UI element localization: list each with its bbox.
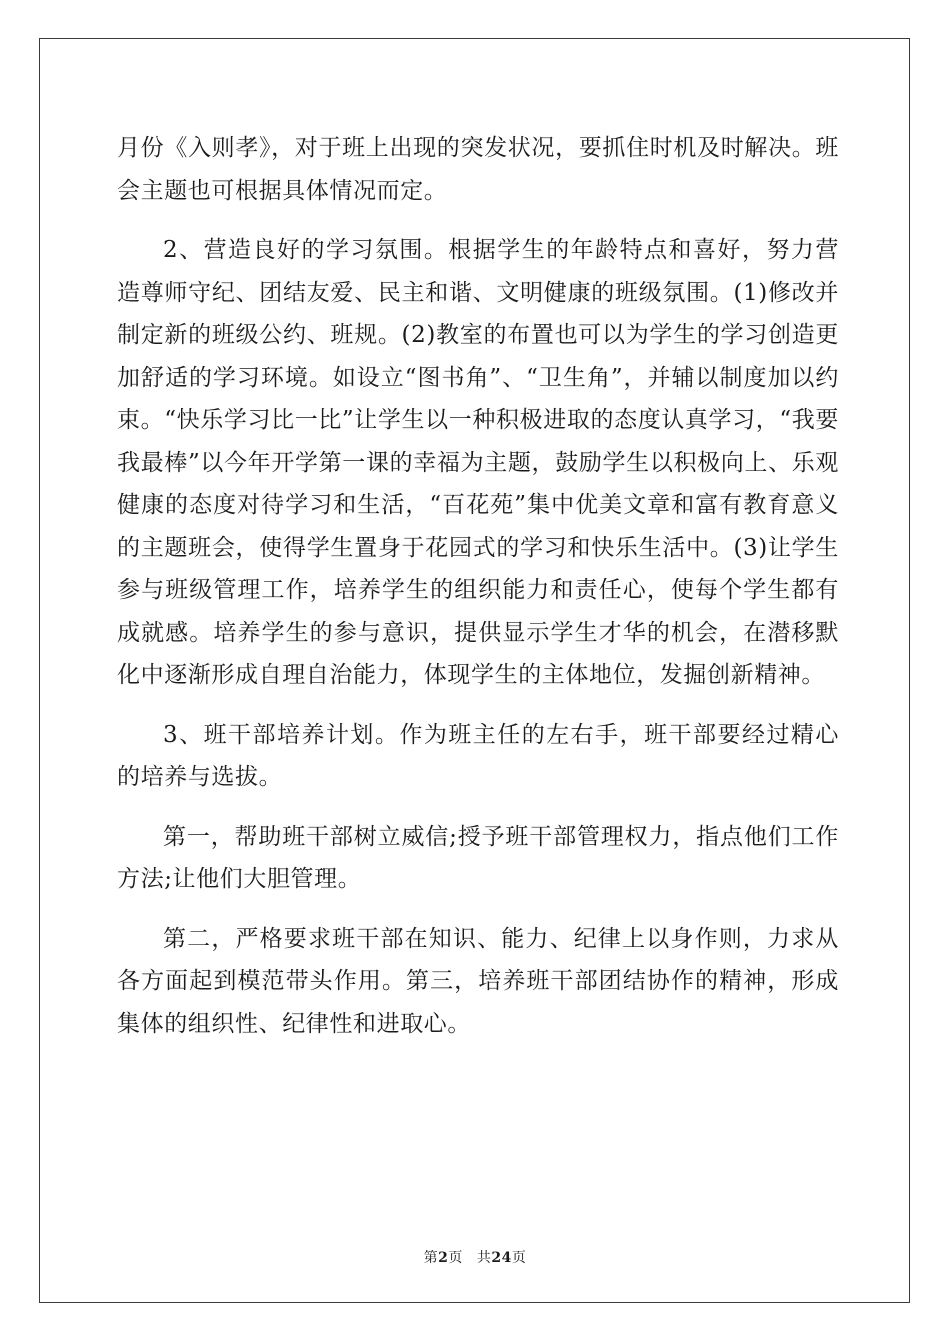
paragraph-class-cadre-plan: 3、班干部培养计划。作为班主任的左右手，班干部要经过精心的培养与选拔。	[117, 721, 839, 790]
total-prefix: 共	[476, 1250, 492, 1266]
paragraph-first-point: 第一，帮助班干部树立威信;授予班干部管理权力，指点他们工作方法;让他们大胆管理。	[117, 823, 839, 892]
page-prefix: 第	[423, 1250, 439, 1266]
total-suffix: 页	[511, 1250, 527, 1266]
paragraph-second-third-points: 第二，严格要求班干部在知识、能力、纪律上以身作则，力求从各方面起到模范带头作用。第三，培养班干部团结协作的精神，形成集体的组织性、纪律性和进取心。	[117, 925, 839, 1037]
page-suffix: 页	[448, 1250, 463, 1266]
document-body	[117, 127, 839, 1045]
page-footer	[0, 1247, 950, 1267]
total-page-count: 24	[491, 1250, 512, 1266]
current-page-number: 2	[438, 1250, 449, 1266]
paragraph-continuation: 月份《入则孝》，对于班上出现的突发状况，要抓住时机及时解决。班会主题也可根据具体情况而定。	[117, 135, 839, 204]
paragraph-learning-atmosphere: 2、营造良好的学习氛围。根据学生的年龄特点和喜好，努力营造尊师守纪、团结友爱、民主和谐、文明健康的班级氛围。(1)修改并制定新的班级公约、班规。(2)教室的布置也可以为学生的学习创造更加舒适的学习环境。如设立“图书角”、“卫生角”，并辅以制度加以约束。“快乐学习比一比”让学生以一种积极进取的态度认真学习，“我要我最棒”以今年开学第一课的幸福为主题，鼓励学生以积极向上、乐观健康的态度对待学习和生活，“百花苑”集中优美文章和富有教育意义的主题班会，使得学生置身于花园式的学习和快乐生活中。(3)让学生参与班级管理工作，培养学生的组织能力和责任心，使每个学生都有成就感。培养学生的参与意识，提供显示学生才华的机会，在潜移默化中逐渐形成自理自治能力，体现学生的主体地位，发掘创新精神。	[117, 237, 839, 688]
